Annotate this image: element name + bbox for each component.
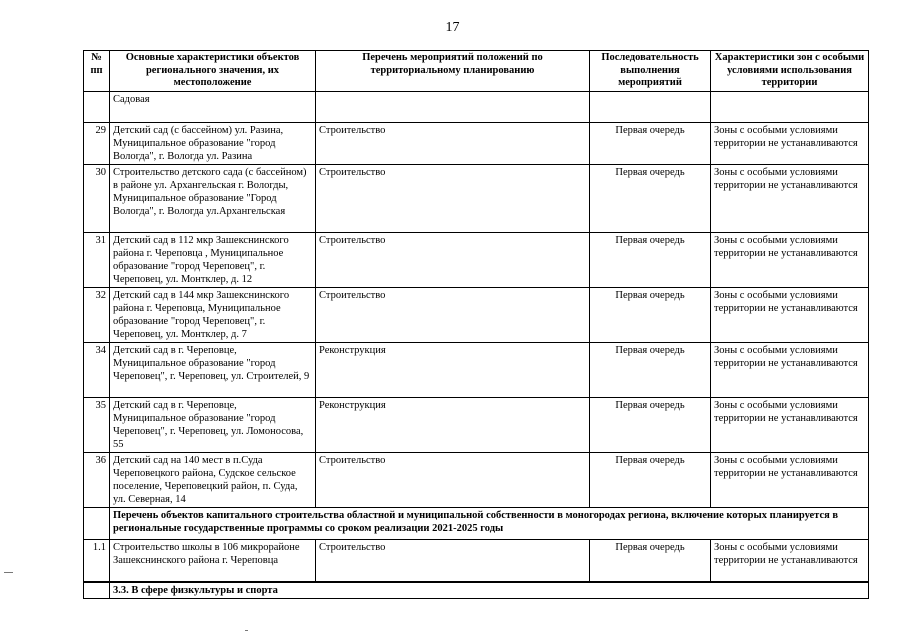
scan-mark-left [4,572,13,573]
cell-num [84,92,110,123]
table-row [84,398,869,453]
cell-zones: Зоны с особыми условиями территории не устанавливаются [711,123,869,165]
cell-object: Детский сад в г. Череповце, Муниципальное образование "город Череповец", г. Череповец, ул. Ломоносова, 55 [110,398,316,453]
cell-order: Первая очередь [590,165,711,233]
cell-order: Первая очередь [590,540,711,582]
cell-order [590,92,711,123]
cell-num: 29 [84,123,110,165]
cell-object: Детский сад на 140 мест в п.Суда Череповецкого района, Судское сельское поселение, Череповецкий район, п. Суда, ул. Северная, 14 [110,453,316,508]
cell-object: Садовая [110,92,316,123]
cell-num: 34 [84,343,110,398]
cell-measure: Строительство [316,233,590,288]
cell-zones: Зоны с особыми условиями территории не устанавливаются [711,398,869,453]
table-row [84,288,869,343]
cell-num: 32 [84,288,110,343]
cell-num [84,508,110,540]
cell-zones: Зоны с особыми условиями территории не устанавливаются [711,540,869,582]
cell-num: 1.1 [84,540,110,582]
cell-measure: Реконструкция [316,343,590,398]
continuation-row [84,92,869,123]
cell-measure: Реконструкция [316,398,590,453]
cell-num: 31 [84,233,110,288]
cell-measure: Строительство [316,288,590,343]
cell-num [84,582,110,599]
cell-num: 30 [84,165,110,233]
table-row [84,123,869,165]
header-object: Основные характеристики объектов регионального значения, их местоположение [110,51,316,92]
cell-num: 36 [84,453,110,508]
table-row [84,540,869,582]
cell-zones: Зоны с особыми условиями территории не устанавливаются [711,288,869,343]
cell-order: Первая очередь [590,288,711,343]
cell-object: Детский сад (с бассейном) ул. Разина, Муниципальное образование "город Вологда", г. Вологда ул. Разина [110,123,316,165]
cell-order: Первая очередь [590,398,711,453]
scan-mark-bottom [245,630,248,631]
cell-measure: Строительство [316,165,590,233]
table-row [84,233,869,288]
subsection-title: 3.3. В сфере физкультуры и спорта [110,582,869,599]
cell-object: Строительство детского сада (с бассейном) в районе ул. Архангельская г. Вологды, Муниципальное образование "Город Вологда", г. Вологда ул.Архангельская [110,165,316,233]
cell-object: Строительство школы в 106 микрорайоне Зашекснинского района г. Череповца [110,540,316,582]
table-row [84,165,869,233]
cell-measure: Строительство [316,453,590,508]
cell-zones: Зоны с особыми условиями территории не устанавливаются [711,165,869,233]
header-zones: Характеристики зон с особыми условиями использования территории [711,51,869,92]
cell-zones: Зоны с особыми условиями территории не устанавливаются [711,453,869,508]
cell-object: Детский сад в 144 мкр Зашекснинского района г. Череповца, Муниципальное образование "город Череповец", г. Череповец, ул. Монтклер, д. 7 [110,288,316,343]
cell-order: Первая очередь [590,233,711,288]
cell-zones: Зоны с особыми условиями территории не устанавливаются [711,343,869,398]
cell-zones: Зоны с особыми условиями территории не устанавливаются [711,233,869,288]
header-order: Последовательность выполнения мероприятий [590,51,711,92]
cell-order: Первая очередь [590,343,711,398]
cell-zones [711,92,869,123]
cell-num: 35 [84,398,110,453]
section-row [84,508,869,540]
table-row [84,343,869,398]
page-number: 17 [445,20,460,35]
section-title: Перечень объектов капитального строительства областной и муниципальной собственности в моногородах региона, включение которых планируется в региональные государственные программы со сроком реализации 2021-2025 годы [110,508,869,540]
cell-object: Детский сад в г. Череповце, Муниципальное образование "город Череповец", г. Череповец, ул. Строителей, 9 [110,343,316,398]
subsection-row [84,582,869,599]
cell-measure: Строительство [316,540,590,582]
cell-measure [316,92,590,123]
table-row [84,453,869,508]
cell-order: Первая очередь [590,123,711,165]
cell-order: Первая очередь [590,453,711,508]
header-measures: Перечень мероприятий положений по территориальному планированию [316,51,590,92]
header-num: № пп [84,51,110,92]
objects-table [83,50,869,599]
header-row [84,51,869,92]
cell-object: Детский сад в 112 мкр Зашекснинского района г. Череповца , Муниципальное образование "город Череповец", г. Череповец, ул. Монтклер, д. 12 [110,233,316,288]
cell-measure: Строительство [316,123,590,165]
